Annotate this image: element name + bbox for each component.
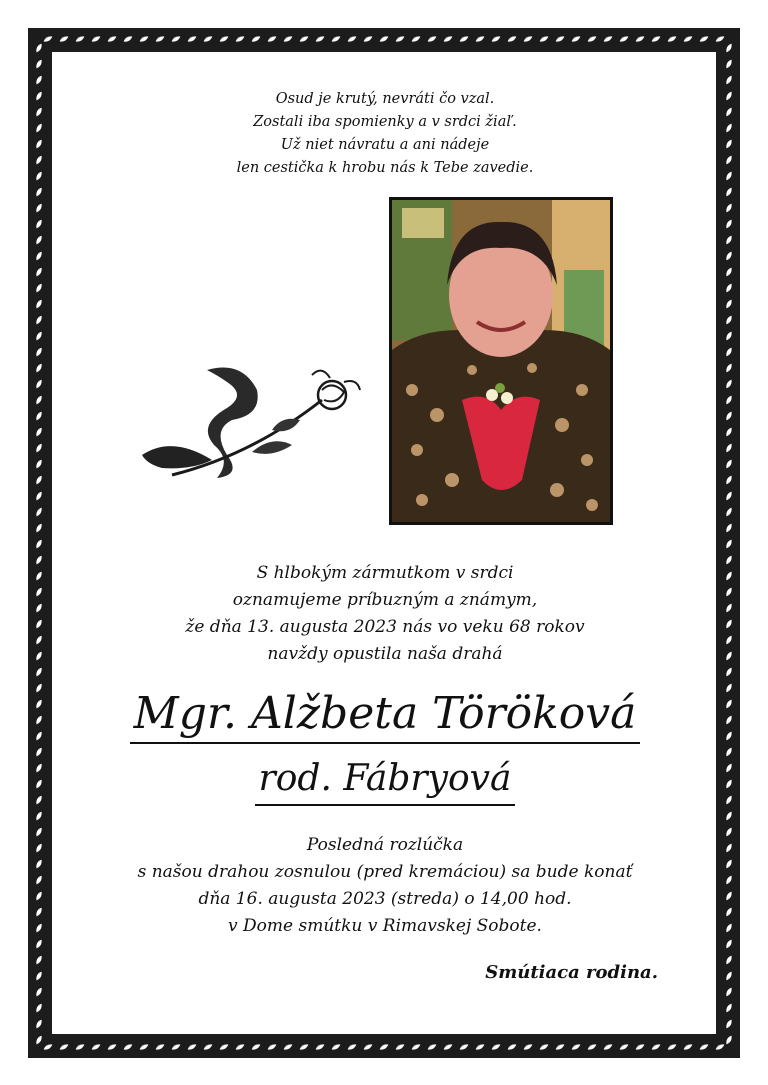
farewell-line: dňa 16. augusta 2023 (streda) o 14,00 hod. — [198, 889, 572, 909]
poem-line: Osud je krutý, nevráti čo vzal. — [275, 91, 495, 107]
farewell-line: Posledná rozlúčka — [306, 835, 464, 855]
poem — [150, 88, 620, 180]
family-signature: Smútiaca rodina. — [485, 962, 658, 983]
maiden-name: rod. Fábryová — [255, 756, 516, 806]
farewell-line: s našou drahou zosnulou (pred kremáciou) sa bude konať — [137, 862, 633, 882]
announcement — [150, 560, 620, 668]
poem-line: Zostali iba spomienky a v srdci žiaľ. — [253, 114, 517, 130]
deceased-name-block — [100, 688, 670, 744]
announcement-line: S hlbokým zármutkom v srdci — [256, 563, 514, 583]
farewell-line: v Dome smútku v Rimavskej Sobote. — [228, 916, 542, 936]
rose-icon — [132, 360, 372, 490]
farewell-details — [110, 832, 660, 940]
maiden-name-block — [100, 756, 670, 806]
portrait-photo — [389, 197, 613, 525]
announcement-line: že dňa 13. augusta 2023 nás vo veku 68 rokov — [185, 617, 585, 637]
poem-line: len cestička k hrobu nás k Tebe zavedie. — [236, 160, 534, 176]
announcement-line: navždy opustila naša drahá — [267, 644, 503, 664]
poem-line: Už niet návratu a ani nádeje — [280, 137, 490, 153]
deceased-name: Mgr. Alžbeta Töröková — [130, 688, 641, 744]
announcement-line: oznamujeme príbuzným a známym, — [232, 590, 538, 610]
